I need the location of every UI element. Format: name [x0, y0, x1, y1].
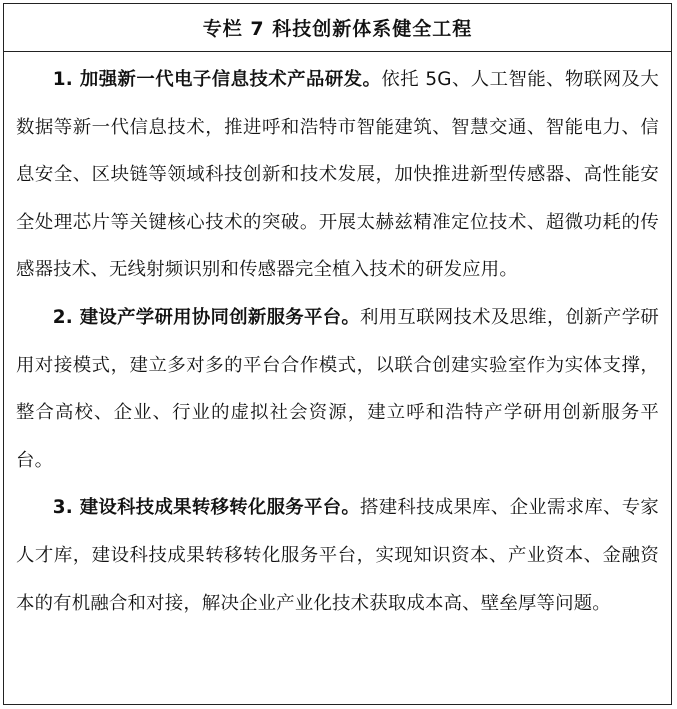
section-paragraph: [16, 484, 659, 627]
section-number: 3.: [52, 497, 80, 519]
section-body: 搭建科技成果库、企业需求库、专家人才库，建设科技成果转移转化服务平台，实现知识资本、产业资本、金融资本的有机融合和对接，解决企业产业化技术获取成本高、壁垒厚等问题。: [16, 497, 659, 614]
column-box: [3, 3, 672, 705]
section-number: 2.: [52, 306, 80, 328]
section-body: 依托 5G、人工智能、物联网及大数据等新一代信息技术，推进呼和浩特市智能建筑、智慧交通、智能电力、信息安全、区块链等领域科技创新和技术发展，加快推进新型传感器、高性能安全处理芯片等关键核心技术的突破。开展太赫兹精准定位技术、超微功耗的传感器技术、无线射频识别和传感器完全植入技术的研发应用。: [16, 69, 659, 281]
section-heading: 加强新一代电子信息技术产品研发。: [79, 69, 382, 90]
section-number: 1.: [52, 69, 80, 90]
section-heading: 建设科技成果转移转化服务平台。: [79, 497, 361, 519]
section-paragraph: [16, 56, 659, 294]
section-body: 利用互联网技术及思维，创新产学研用对接模式，建立多对多的平台合作模式，以联合创建实验室作为实体支撑，整合高校、企业、行业的虚拟社会资源，建立呼和浩特产学研用创新服务平台。: [16, 306, 659, 471]
box-content: [4, 52, 671, 627]
section-paragraph: [16, 294, 659, 484]
box-title: 专栏 7 科技创新体系健全工程: [4, 4, 671, 52]
section-heading: 建设产学研用协同创新服务平台。: [79, 306, 361, 328]
